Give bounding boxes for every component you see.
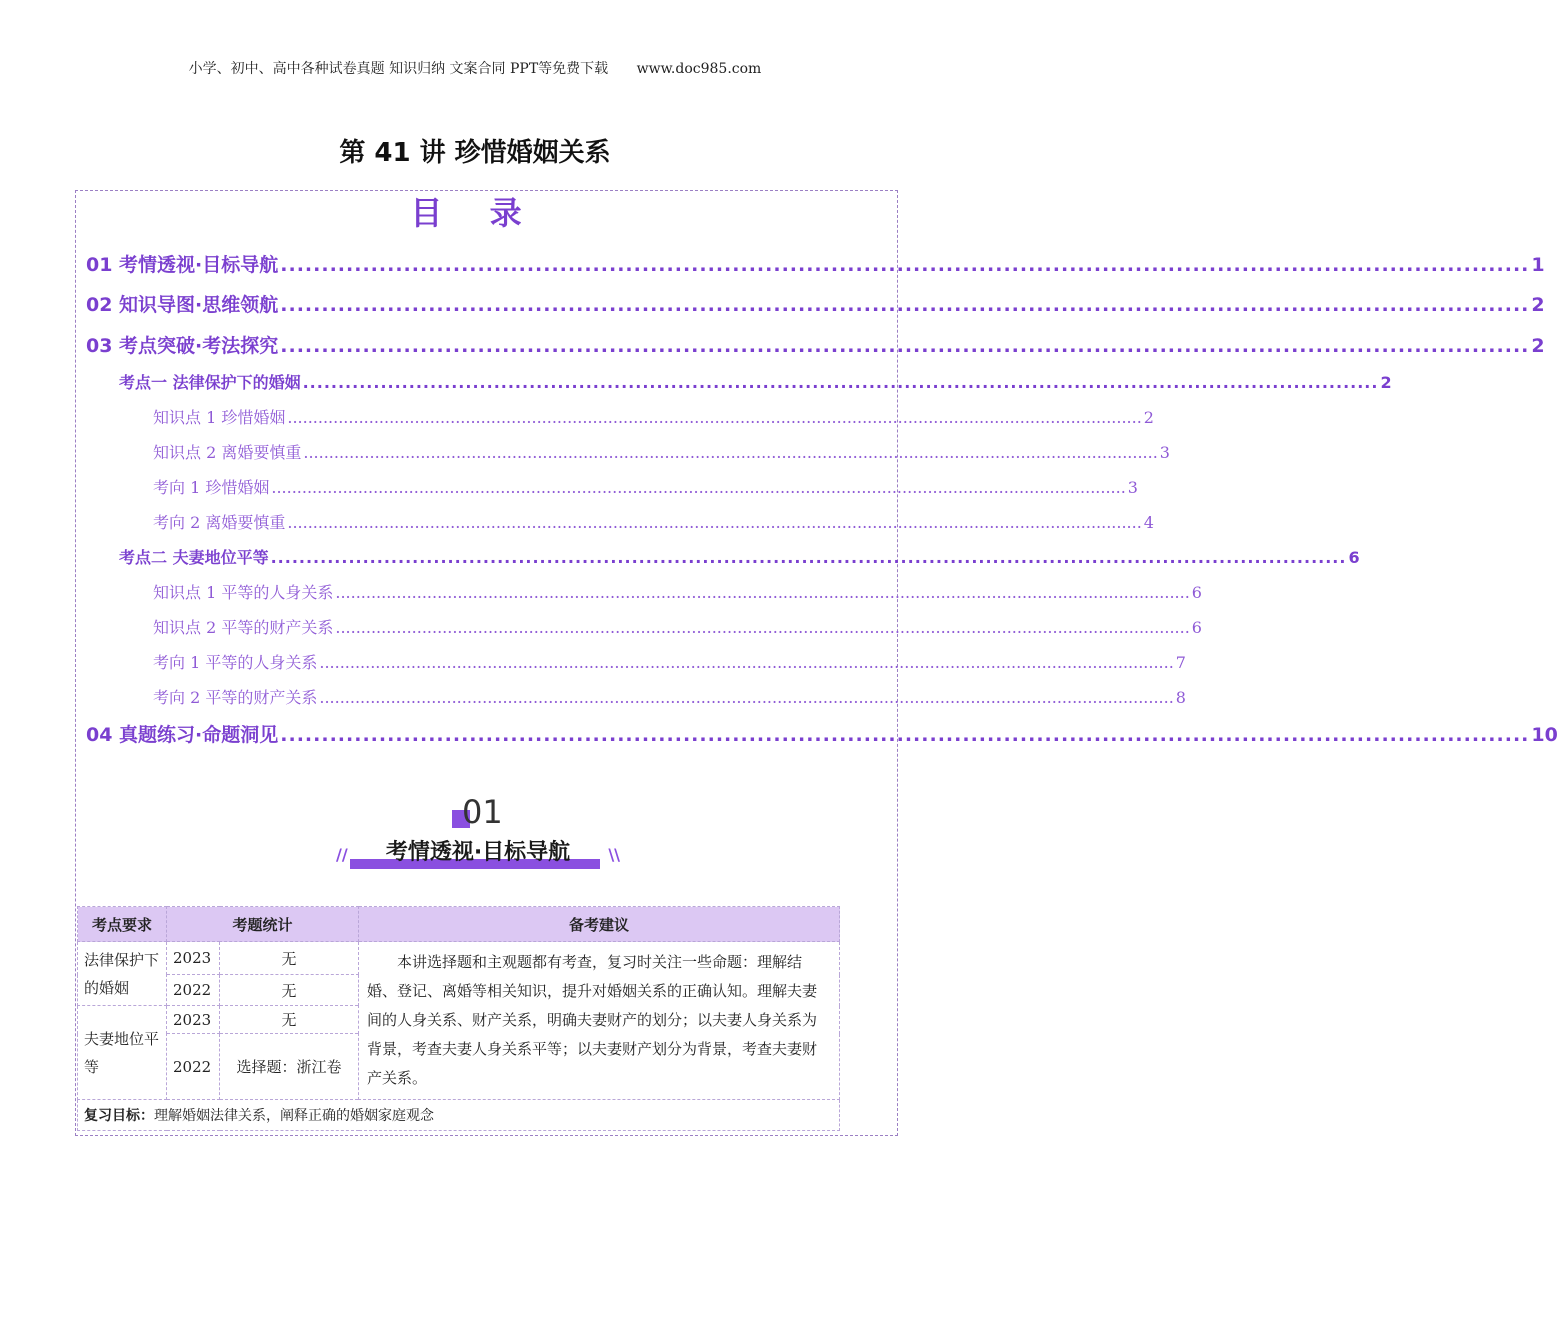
section-number — [452, 793, 522, 833]
suggestion-cell: 本讲选择题和主观题都有考查，复习时关注一些命题：理解结婚、登记、离婚等相关知识，提升对婚姻关系的正确认知。理解夫妻间的人身关系、财产关系，明确夫妻财产的划分；以夫妻人身关系为背景，考查夫妻人身关系平等；以夫妻财产划分为背景，考查夫妻财产关系。 — [359, 942, 840, 1100]
slash-decoration-left: // — [336, 845, 348, 864]
stat-cell: 选择题：浙江卷 — [220, 1034, 359, 1100]
toc-item[interactable]: 知识点 1 平等的人身关系 ........................................................................................................................................................................ 6 — [153, 583, 1202, 602]
table-row — [78, 942, 840, 975]
toc-item[interactable]: 知识点 1 珍惜婚姻 ........................................................................................................................................................................ 2 — [153, 408, 1154, 427]
stat-cell: 无 — [220, 975, 359, 1006]
table-header: 考点要求 — [78, 907, 167, 942]
header-text: 小学、初中、高中各种试卷真题 知识归纳 文案合同 PPT等免费下载 — [188, 61, 609, 77]
document-title: 第 41 讲 珍惜婚姻关系 — [339, 138, 611, 168]
header-url[interactable]: www.doc985.com — [636, 61, 762, 77]
toc-item[interactable]: 考向 2 离婚要慎重 ........................................................................................................................................................................ 4 — [153, 513, 1154, 532]
stat-cell: 无 — [220, 942, 359, 975]
toc-item[interactable]: 02 知识导图·思维领航 ........................................................................................................................................................ 2 — [86, 294, 1545, 316]
toc-item[interactable]: 01 考情透视·目标导航 ........................................................................................................................................................ 1 — [86, 254, 1545, 276]
stat-cell: 无 — [220, 1006, 359, 1034]
year-cell: 2022 — [167, 975, 220, 1006]
year-cell: 2023 — [167, 1006, 220, 1034]
toc-heading: 目 录 — [410, 194, 540, 232]
toc-item[interactable]: 04 真题练习·命题洞见 ........................................................................................................................................................ 10 — [86, 724, 1558, 746]
toc-item[interactable]: 03 考点突破·考法探究 ........................................................................................................................................................ 2 — [86, 335, 1545, 357]
toc-item[interactable]: 考向 1 平等的人身关系 ........................................................................................................................................................................ 7 — [153, 653, 1186, 672]
toc-item[interactable]: 知识点 2 平等的财产关系 ........................................................................................................................................................................ 6 — [153, 618, 1202, 637]
slash-decoration-right: \\ — [608, 845, 620, 864]
page-header — [0, 58, 950, 78]
topic-cell: 夫妻地位平等 — [78, 1006, 167, 1100]
section-number-text: 01 — [462, 793, 503, 831]
review-goal — [78, 1100, 840, 1131]
table-header-row — [78, 907, 840, 942]
goal-text: 理解婚姻法律关系，阐释正确的婚姻家庭观念 — [154, 1108, 434, 1124]
goal-label: 复习目标： — [84, 1108, 154, 1124]
toc-item[interactable]: 考点二 夫妻地位平等 ........................................................................................................................................................ 6 — [119, 548, 1360, 567]
year-cell: 2022 — [167, 1034, 220, 1100]
table-header: 考题统计 — [167, 907, 359, 942]
toc-item[interactable]: 知识点 2 离婚要慎重 ........................................................................................................................................................................ 3 — [153, 443, 1170, 462]
year-cell: 2023 — [167, 942, 220, 975]
toc-item[interactable]: 考向 1 珍惜婚姻 ........................................................................................................................................................................ 3 — [153, 478, 1138, 497]
goal-row — [78, 1100, 840, 1131]
table-header: 备考建议 — [359, 907, 840, 942]
toc-item[interactable]: 考点一 法律保护下的婚姻 ........................................................................................................................................................ 2 — [119, 373, 1392, 392]
section-title: 考情透视·目标导航 — [385, 840, 571, 865]
exam-info-table — [77, 906, 840, 1131]
toc-item[interactable]: 考向 2 平等的财产关系 ........................................................................................................................................................................ 8 — [153, 688, 1186, 707]
topic-cell: 法律保护下的婚姻 — [78, 942, 167, 1006]
section-banner — [336, 835, 620, 873]
